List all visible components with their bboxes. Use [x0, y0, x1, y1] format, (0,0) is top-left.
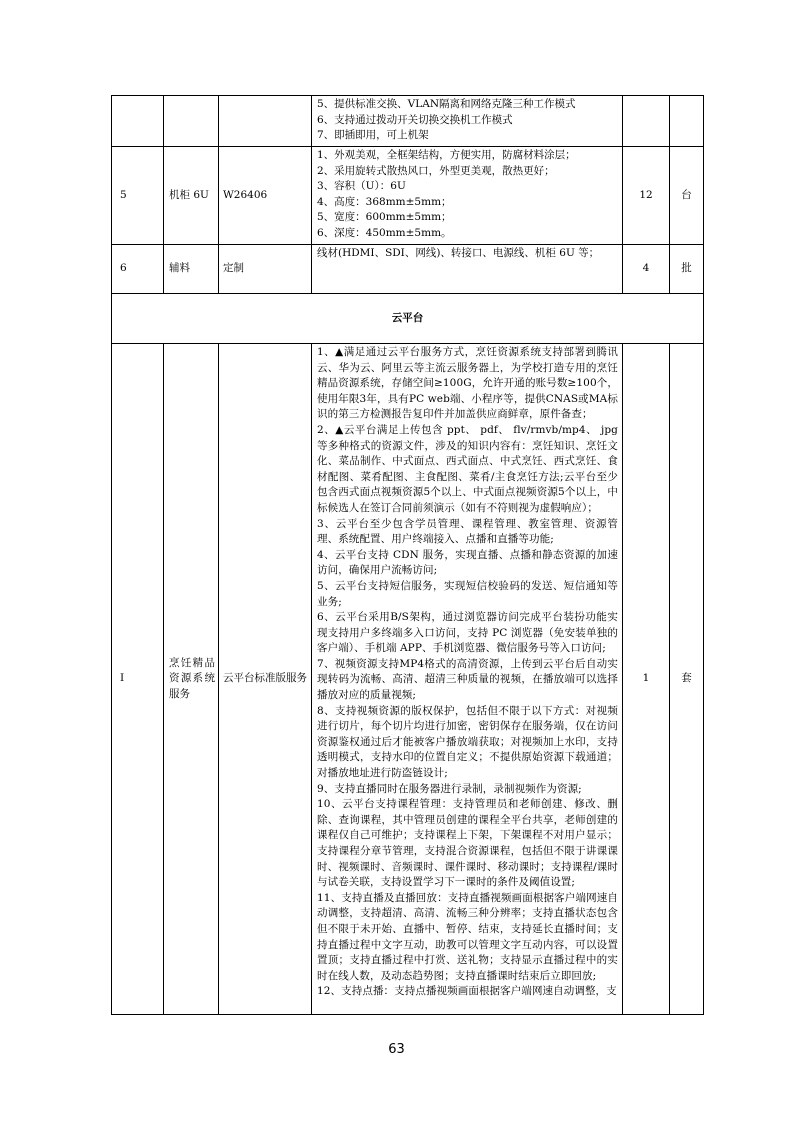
- desc-paragraph: 8、支持视频资源的版权保护，包括但不限于以下方式：对视频进行切片，每个切片均进行加密，密钥保存在服务端，仅在访问资源鉴权通过后才能被客户播放端获取；对视频加上水印，支持透明模式，支持水印的位置自定义；不提供原始资源下载通道；对播放地址进行防盗链设计;: [317, 704, 618, 780]
- desc-paragraph: 4、云平台支持 CDN 服务，实现直播、点播和静态资源的加速访问，确保用户流畅访问;: [317, 548, 618, 577]
- cell-index: 5: [112, 147, 164, 245]
- table-row-cloud-service: [112, 344, 704, 1015]
- desc-line: 2、采用旋转式散热风口，外型更美观，散热更好；: [317, 164, 555, 177]
- cell-description: [312, 344, 623, 1015]
- cell-unit: 台: [670, 147, 704, 245]
- cell-unit: [670, 96, 704, 147]
- cell-unit: 批: [670, 245, 704, 294]
- desc-paragraph: 5、云平台支持短信服务，实现短信校验码的发送、短信通知等业务;: [317, 579, 618, 608]
- cell-qty: [623, 96, 670, 147]
- table-row-cabinet: [112, 147, 704, 245]
- cell-unit: 套: [670, 344, 704, 1015]
- section-header-row: [112, 294, 704, 344]
- desc-paragraph: 9、支持直播同时在服务器进行录制，录制视频作为资源;: [317, 782, 582, 795]
- desc-paragraph: 12、支持点播：支持点播视频画面根据客户端网速自动调整，支: [317, 985, 617, 998]
- page-number: 63: [388, 1042, 405, 1057]
- desc-line: 7、即插即用，可上机架: [317, 129, 429, 142]
- desc-paragraph: 11、支持直播及直播回放：支持直播视频画面根据客户端网速自动调整，支持超清、高清、流畅三种分辨率；支持直播状态包含但不限于未开始、直播中、暂停、结束，支持延长直播时间；支持直播过程中文字互动，助教可以管理文字互动内容，可以设置置顶；支持直播过程中打赏、送礼物；支持显示直播过程中的实时在线人数，及动态趋势图；支持直播课时结束后立即回放;: [317, 891, 618, 982]
- desc-line: 3、容积（U）：6U: [317, 180, 406, 193]
- cell-qty: 12: [623, 147, 670, 245]
- desc-line: 1、外观美观，全框架结构，方便实用，防腐材料涂层；: [317, 149, 576, 161]
- cell-model: 云平台标准版服务: [219, 344, 312, 1015]
- cell-name: 机柜 6U: [164, 147, 219, 245]
- desc-line: 线材(HDMI、SDI、网线)、转接口、电源线、机柜 6U 等；: [317, 247, 600, 259]
- desc-paragraph: 3、云平台至少包含学员管理、课程管理、教室管理、资源管理、系统配置、用户终端接入、点播和直播等功能;: [317, 517, 618, 546]
- table-row-continued: [112, 96, 704, 147]
- cell-model: [219, 96, 312, 147]
- cell-index: 6: [112, 245, 164, 294]
- desc-line: 6、支持通过拨动开关切换交换机工作模式: [317, 113, 513, 126]
- desc-paragraph: 2、▲云平台满足上传包含 ppt、 pdf、 flv/rmvb/mp4、 jpg 等多种格式的资源文件，涉及的知识内容有：烹饪知识、烹饪文化、菜品制作、中式面点、西式面点、中式烹饪、西式烹饪、食材配图、菜肴配图、主食配图、菜肴/主食烹饪方法;云平台至少包含西式面点视频资源5个以上、中式面点视频资源5个以上，中标候选人在签订合同前须演示（如有不符则视为虚假响应）；: [317, 423, 618, 514]
- cell-model: 定制: [219, 245, 312, 294]
- cell-description: [312, 147, 623, 245]
- cell-index: I: [112, 344, 164, 1015]
- cell-name: [164, 96, 219, 147]
- desc-line: 5、宽度：600mm±5mm；: [317, 211, 452, 224]
- desc-paragraph: 10、云平台支持课程管理：支持管理员和老师创建、修改、删除、查询课程，其中管理员创建的课程全平台共享，老师创建的课程仅自己可维护；支持课程上下架，下架课程不对用户显示；支持课程分章节管理，支持混合资源课程，包括但不限于讲课课时、视频课时、音频课时、课件课时、移动课时；支持课程/课时与试卷关联，支持设置学习下一课时的条件及阈值设置;: [317, 798, 618, 889]
- cell-name: [164, 344, 219, 1015]
- desc-paragraph: 7、视频资源支持MP4格式的高清资源，上传到云平台后自动实现转码为流畅、高清、超清三种质量的视频，在播放端可以选择播放对应的质量视频;: [317, 657, 618, 702]
- cell-model: W26406: [219, 147, 312, 245]
- cell-description: [312, 245, 623, 294]
- cell-name: 辅料: [164, 245, 219, 294]
- cell-index: [112, 96, 164, 147]
- cell-description: [312, 96, 623, 147]
- desc-paragraph: 1、▲满足通过云平台服务方式，烹饪资源系统支持部署到腾讯云、华为云、阿里云等主流云服务器上，为学校打造专用的烹饪精品资源系统，存储空间≥100G，允许开通的账号数≥100个，使用年限3年，具有PC web端、小程序等，提供CNAS或MA标识的第三方检测报告复印件并加盖供应商鲜章，原件备查；: [317, 346, 618, 421]
- section-title: 云平台: [112, 294, 704, 344]
- desc-line: 6、深度：450mm±5mm。: [317, 226, 452, 239]
- desc-line: 4、高度：368mm±5mm；: [317, 195, 452, 208]
- desc-paragraph: 6、云平台采用B/S架构，通过浏览器访问完成平台装扮功能实现支持用户多终端多入口访问，支持 PC 浏览器（免安装单独的客户端）、手机端 APP、手机浏览器、微信服务号等入口访问;: [317, 611, 618, 655]
- service-name: 烹饪精品资源系统服务: [169, 656, 215, 700]
- description-block: [317, 345, 618, 1000]
- cell-qty: 1: [623, 344, 670, 1015]
- desc-line: 5、提供标准交换、VLAN隔离和网络克隆三种工作模式: [317, 98, 576, 110]
- spec-table: [111, 95, 704, 1015]
- cell-qty: 4: [623, 245, 670, 294]
- table-row-accessories: [112, 245, 704, 294]
